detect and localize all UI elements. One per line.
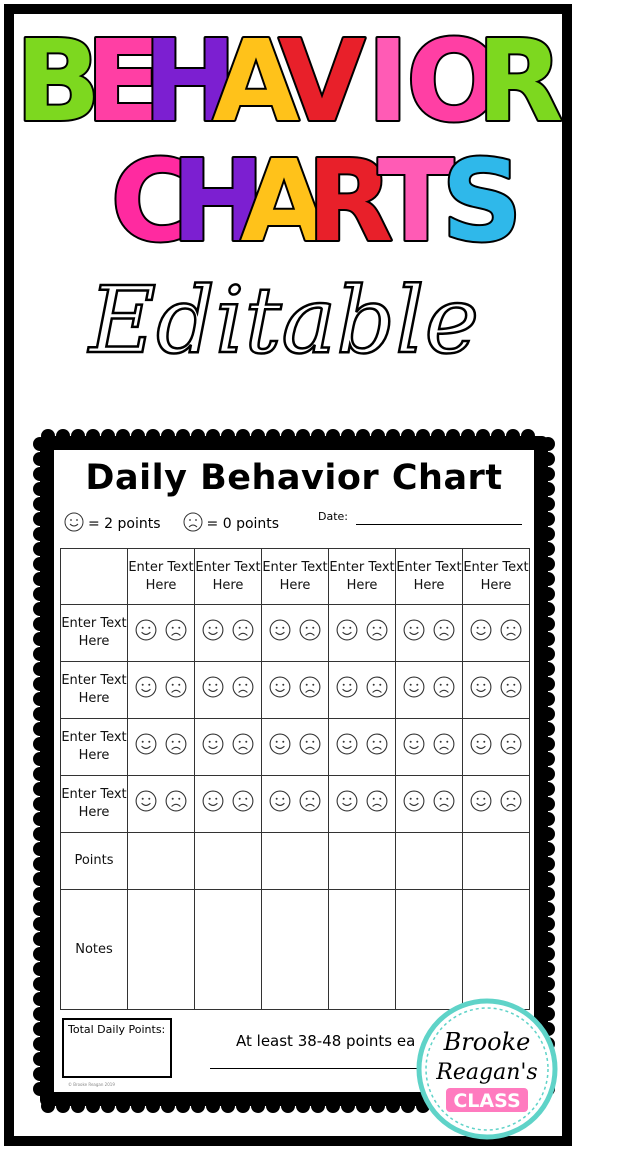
- behavior-letter: R: [476, 17, 564, 147]
- notes-cell[interactable]: [128, 890, 195, 1010]
- sad-face-icon[interactable]: [500, 790, 522, 818]
- badge-line3: CLASS: [453, 1090, 521, 1112]
- charts-letter: C: [110, 137, 194, 267]
- smiley-face-icon[interactable]: [135, 619, 157, 647]
- smiley-face-icon[interactable]: [202, 676, 224, 704]
- sad-face-icon[interactable]: [500, 733, 522, 761]
- sad-face-icon[interactable]: [433, 619, 455, 647]
- rating-faces: [329, 733, 395, 761]
- total-points-box[interactable]: [62, 1018, 172, 1078]
- rating-cell: [128, 776, 195, 833]
- smiley-face-icon[interactable]: [202, 619, 224, 647]
- rating-cell: [396, 605, 463, 662]
- rating-cell: [262, 662, 329, 719]
- smiley-face-icon[interactable]: [470, 733, 492, 761]
- sad-face-icon[interactable]: [366, 676, 388, 704]
- rating-cell: [463, 662, 530, 719]
- row-label[interactable]: [61, 662, 128, 719]
- smiley-face-icon[interactable]: [470, 619, 492, 647]
- notes-row: [61, 890, 530, 1010]
- rating-cell: [128, 662, 195, 719]
- rating-cell: [128, 719, 195, 776]
- column-header-text: Enter Text Here: [195, 559, 261, 593]
- behavior-letter: E: [85, 17, 163, 147]
- column-header[interactable]: [463, 549, 530, 605]
- sad-face-icon[interactable]: [500, 676, 522, 704]
- rating-faces: [195, 676, 261, 704]
- notes-cell[interactable]: [463, 890, 530, 1010]
- rating-cell: [329, 776, 396, 833]
- rating-faces: [128, 790, 194, 818]
- goal-line: [210, 1068, 420, 1069]
- rating-faces: [128, 676, 194, 704]
- sad-face-icon[interactable]: [500, 619, 522, 647]
- rating-faces: [195, 619, 261, 647]
- behavior-row: [61, 605, 530, 662]
- smiley-face-icon[interactable]: [269, 676, 291, 704]
- charts-letter: A: [240, 137, 328, 267]
- sad-face-icon[interactable]: [165, 790, 187, 818]
- behavior-letter: A: [212, 17, 300, 147]
- row-label[interactable]: [61, 776, 128, 833]
- behavior-row: [61, 776, 530, 833]
- row-label[interactable]: [61, 719, 128, 776]
- column-header-text: Enter Text Here: [262, 559, 328, 593]
- smiley-face-icon[interactable]: [336, 790, 358, 818]
- points-label-text: Points: [74, 853, 114, 868]
- sad-face-icon[interactable]: [299, 733, 321, 761]
- rating-cell: [463, 776, 530, 833]
- rating-cell: [396, 662, 463, 719]
- charts-letter: S: [441, 137, 523, 267]
- points-cell[interactable]: [463, 833, 530, 890]
- sad-face-icon[interactable]: [299, 790, 321, 818]
- behavior-letter: O: [406, 17, 502, 147]
- row-label-text: Enter Text Here: [61, 616, 127, 649]
- rating-faces: [463, 619, 529, 647]
- points-row: [61, 833, 530, 890]
- points-cell[interactable]: [396, 833, 463, 890]
- sad-face-icon[interactable]: [232, 733, 254, 761]
- column-header-text: Enter Text Here: [329, 559, 395, 593]
- points-legend: [64, 512, 279, 536]
- copyright-text: © Brooke Reagan 2019: [68, 1082, 115, 1087]
- badge-line1: Brooke: [443, 1028, 531, 1056]
- sad-face-icon[interactable]: [433, 733, 455, 761]
- column-header[interactable]: [396, 549, 463, 605]
- row-label-text: Enter Text Here: [61, 787, 127, 820]
- notes-label-text: Notes: [75, 941, 113, 957]
- smiley-face-icon[interactable]: [135, 733, 157, 761]
- row-label[interactable]: [61, 605, 128, 662]
- smiley-face-icon[interactable]: [269, 733, 291, 761]
- total-points-label: Total Daily Points:: [68, 1023, 166, 1036]
- points-cell[interactable]: [195, 833, 262, 890]
- column-header[interactable]: [262, 549, 329, 605]
- smiley-face-icon[interactable]: [403, 733, 425, 761]
- charts-letter: R: [306, 137, 394, 267]
- rating-cell: [195, 662, 262, 719]
- behavior-row: [61, 662, 530, 719]
- notes-cell[interactable]: [262, 890, 329, 1010]
- rating-faces: [262, 733, 328, 761]
- column-header-text: Enter Text Here: [128, 559, 194, 593]
- rating-faces: [329, 676, 395, 704]
- smiley-face-icon[interactable]: [135, 676, 157, 704]
- sheet-title: Daily Behavior Chart: [85, 458, 503, 498]
- sad-face-icon[interactable]: [299, 676, 321, 704]
- points-label: [61, 833, 128, 890]
- rating-faces: [128, 733, 194, 761]
- rating-faces: [463, 676, 529, 704]
- notes-cell[interactable]: [396, 890, 463, 1010]
- behavior-letter: B: [15, 17, 101, 147]
- sad-face-icon: [183, 512, 203, 536]
- smiley-face-icon[interactable]: [336, 619, 358, 647]
- legend-happy-text: = 2 points: [88, 516, 161, 532]
- rating-cell: [396, 776, 463, 833]
- rating-cell: [128, 605, 195, 662]
- smiley-face-icon[interactable]: [269, 790, 291, 818]
- column-header[interactable]: [195, 549, 262, 605]
- notes-cell[interactable]: [329, 890, 396, 1010]
- rating-cell: [396, 719, 463, 776]
- rating-faces: [262, 619, 328, 647]
- badge-line2: Reagan's: [436, 1060, 538, 1085]
- rating-cell: [463, 605, 530, 662]
- behavior-grid: [60, 548, 530, 1010]
- sad-face-icon[interactable]: [433, 676, 455, 704]
- goal-text: At least 38-48 points ea: [236, 1032, 416, 1050]
- smiley-face-icon[interactable]: [202, 733, 224, 761]
- points-cell[interactable]: [128, 833, 195, 890]
- rating-cell: [329, 662, 396, 719]
- charts-letter: H: [171, 137, 265, 267]
- smiley-face-icon[interactable]: [336, 733, 358, 761]
- sad-face-icon[interactable]: [366, 790, 388, 818]
- sad-face-icon[interactable]: [165, 619, 187, 647]
- row-label-text: Enter Text Here: [61, 673, 127, 706]
- column-header-text: Enter Text Here: [463, 559, 529, 593]
- sad-face-icon[interactable]: [366, 619, 388, 647]
- smiley-face-icon[interactable]: [336, 676, 358, 704]
- rating-cell: [329, 605, 396, 662]
- smiley-face-icon: [64, 512, 84, 536]
- rating-cell: [195, 776, 262, 833]
- smiley-face-icon[interactable]: [403, 619, 425, 647]
- rating-cell: [463, 719, 530, 776]
- rating-cell: [262, 776, 329, 833]
- smiley-face-icon[interactable]: [135, 790, 157, 818]
- sad-face-icon[interactable]: [232, 619, 254, 647]
- brand-badge: [414, 996, 560, 1142]
- sad-face-icon[interactable]: [165, 676, 187, 704]
- behavior-row: [61, 719, 530, 776]
- rating-faces: [396, 790, 462, 818]
- notes-label: [61, 890, 128, 1010]
- column-header[interactable]: [128, 549, 195, 605]
- smiley-face-icon[interactable]: [202, 790, 224, 818]
- rating-faces: [329, 619, 395, 647]
- smiley-face-icon[interactable]: [403, 790, 425, 818]
- sad-face-icon[interactable]: [433, 790, 455, 818]
- column-header[interactable]: [329, 549, 396, 605]
- sad-face-icon[interactable]: [232, 676, 254, 704]
- rating-faces: [396, 619, 462, 647]
- notes-cell[interactable]: [195, 890, 262, 1010]
- rating-faces: [195, 733, 261, 761]
- smiley-face-icon[interactable]: [470, 790, 492, 818]
- rating-faces: [396, 676, 462, 704]
- sad-face-icon[interactable]: [232, 790, 254, 818]
- behavior-letter: V: [278, 17, 366, 147]
- rating-faces: [396, 733, 462, 761]
- points-cell[interactable]: [329, 833, 396, 890]
- rating-cell: [262, 605, 329, 662]
- column-header-text: Enter Text Here: [396, 559, 462, 593]
- rating-cell: [329, 719, 396, 776]
- rating-cell: [262, 719, 329, 776]
- smiley-face-icon[interactable]: [403, 676, 425, 704]
- rating-faces: [463, 790, 529, 818]
- rating-faces: [463, 733, 529, 761]
- date-input-line[interactable]: [356, 524, 522, 525]
- date-label: Date:: [318, 510, 348, 523]
- subtitle-editable: Editable: [88, 267, 480, 374]
- rating-faces: [329, 790, 395, 818]
- behavior-letter: I: [367, 17, 409, 147]
- behavior-letter: H: [143, 17, 237, 147]
- row-label-text: Enter Text Here: [61, 730, 127, 763]
- smiley-face-icon[interactable]: [470, 676, 492, 704]
- rating-faces: [262, 676, 328, 704]
- points-cell[interactable]: [262, 833, 329, 890]
- charts-letter: T: [377, 137, 455, 267]
- header-row: [61, 549, 530, 605]
- smiley-face-icon[interactable]: [269, 619, 291, 647]
- rating-faces: [128, 619, 194, 647]
- rating-faces: [195, 790, 261, 818]
- corner-cell: [61, 549, 128, 605]
- rating-cell: [195, 605, 262, 662]
- sad-face-icon[interactable]: [366, 733, 388, 761]
- rating-cell: [195, 719, 262, 776]
- rating-faces: [262, 790, 328, 818]
- sad-face-icon[interactable]: [299, 619, 321, 647]
- sad-face-icon[interactable]: [165, 733, 187, 761]
- legend-sad-text: = 0 points: [206, 516, 280, 532]
